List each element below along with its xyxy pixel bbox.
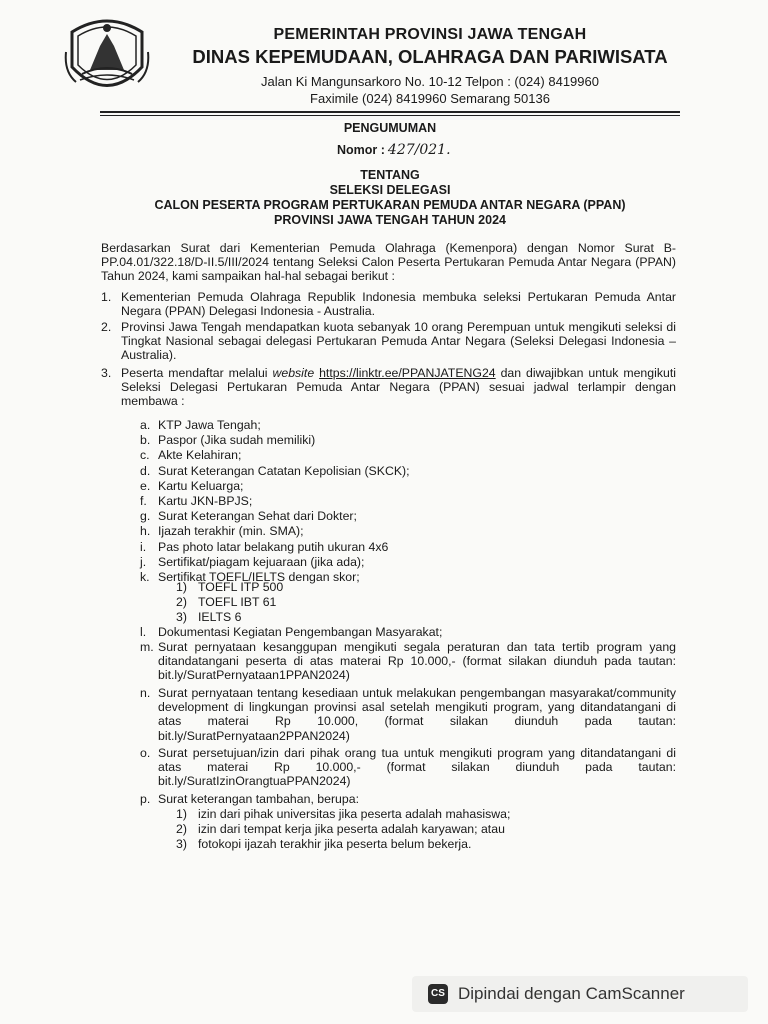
requirement-item: Kartu Keluarga; [158, 478, 244, 493]
score-item: TOEFL IBT 61 [198, 595, 277, 610]
letterhead-government: PEMERINTAH PROVINSI JAWA TENGAH [273, 26, 587, 43]
list-key: e. [140, 478, 151, 493]
list-key: d. [140, 463, 151, 478]
nomor-label: Nomor : [337, 143, 385, 157]
requirement-item: Akte Kelahiran; [158, 448, 242, 463]
point-number: 2. [101, 320, 112, 334]
list-key: 1) [176, 580, 187, 594]
list-key: n. [140, 686, 151, 700]
letterhead-fax: Faximile (024) 8419960 Semarang 50136 [310, 91, 550, 106]
list-key: 2) [176, 822, 187, 837]
point-1: Kementerian Pemuda Olahraga Republik Indonesia membuka seleksi Pertukaran Pemuda Antar Negara (PPAN) Delegasi Indonesia - Australia. [121, 290, 676, 319]
score-item: TOEFL ITP 500 [198, 580, 284, 594]
point-3-lead: Peserta mendaftar melalui [121, 366, 268, 380]
intro-paragraph: Berdasarkan Surat dari Kementerian Pemuda Olahraga (Kemenpora) dengan Nomor Surat B-PP.04.01/322.18/D-II.5/III/2024 tentang Seleksi Calon Peserta Pertukaran Pemuda Antar Negara (PPAN) Tahun 2024, kami sampaikan hal-hal sebagai berikut : [101, 241, 676, 284]
subject-line-2: CALON PESERTA PROGRAM PERTUKARAN PEMUDA ANTAR NEGARA (PPAN) [154, 198, 626, 212]
list-key: l. [140, 625, 147, 639]
score-item: IELTS 6 [198, 610, 242, 625]
list-key: b. [140, 433, 151, 448]
list-key: o. [140, 746, 151, 760]
list-key: c. [140, 448, 150, 463]
letterhead [160, 26, 700, 106]
extra-item: izin dari pihak universitas jika peserta adalah mahasiswa; [198, 807, 511, 821]
list-key: 3) [176, 837, 187, 852]
list-key: f. [140, 494, 147, 508]
list-key: p. [140, 792, 151, 806]
requirement-item: Surat Keterangan Sehat dari Dokter; [158, 509, 357, 524]
list-key: a. [140, 418, 151, 432]
extra-item: izin dari tempat kerja jika peserta adalah karyawan; atau [198, 822, 505, 837]
requirement-item: Surat Keterangan Catatan Kepolisian (SKCK); [158, 463, 410, 478]
requirement-p: Surat keterangan tambahan, berupa: [158, 792, 359, 806]
requirement-m: Surat pernyataan kesanggupan mengikuti segala peraturan dan tata tertib program yang ditandatangani peserta di atas materai Rp 10.000,- (format silakan diunduh pada tautan: bit.ly/SuratPernyataan1PPAN2024) [158, 640, 676, 683]
subject-line-1: SELEKSI DELEGASI [329, 183, 451, 197]
requirement-item: Paspor (Jika sudah memiliki) [158, 433, 316, 448]
point-3-rest: dan diwajibkan untuk mengikuti Seleksi Delegasi Pertukaran Pemuda Antar Negara (PPAN) sesuai jadwal terlampir dengan membawa : [121, 366, 676, 409]
list-key: j. [140, 554, 147, 569]
point-number: 1. [101, 290, 112, 304]
list-key: g. [140, 509, 151, 524]
camscanner-icon: CS [428, 984, 448, 1004]
announcement-number [337, 142, 451, 158]
list-key: 2) [176, 595, 187, 610]
requirement-n: Surat pernyataan tentang kesediaan untuk melakukan pengembangan masyarakat/community development di lingkungan provinsi asal setelah mengikuti program, yang ditandatangani di atas materai Rp 10.000, (format silakan diunduh pada tautan: bit.ly/SuratPernyataan2PPAN2024) [158, 686, 676, 743]
camscanner-watermark [412, 976, 748, 1012]
requirement-l: Dokumentasi Kegiatan Pengembangan Masyarakat; [158, 625, 443, 639]
list-key: 3) [176, 610, 187, 625]
requirement-item: KTP Jawa Tengah; [158, 418, 261, 432]
point-2: Provinsi Jawa Tengah mendapatkan kuota sebanyak 10 orang Perempuan untuk mengikuti seleksi di Tingkat Nasional sebagai delegasi Pertukaran Pemuda Antar Negara (Seleksi Delegasi Indonesia – Australia). [121, 320, 676, 363]
letterhead-divider-thin [100, 115, 680, 116]
point-number: 3. [101, 366, 112, 380]
about-label: TENTANG [360, 168, 420, 182]
requirement-item: Kartu JKN-BPJS; [158, 494, 253, 508]
camscanner-text: Dipindai dengan CamScanner [458, 984, 685, 1003]
registration-link[interactable]: https://linktr.ee/PPANJATENG24 [319, 366, 496, 380]
list-key: m. [140, 640, 154, 654]
requirement-item: Pas photo latar belakang putih ukuran 4x6 [158, 539, 389, 554]
point-3 [121, 366, 676, 409]
list-key: k. [140, 570, 150, 584]
list-key: i. [140, 539, 147, 554]
subject-line-3: PROVINSI JAWA TENGAH TAHUN 2024 [274, 213, 506, 227]
requirement-item: Sertifikat TOEFL/IELTS dengan skor; [158, 570, 360, 584]
point-3-website-word: website [272, 366, 315, 380]
requirement-item: Sertifikat/piagam kejuaraan (jika ada); [158, 554, 365, 569]
nomor-handwritten-value: 427/021. [387, 142, 451, 158]
list-key: 1) [176, 807, 187, 821]
announcement-title: PENGUMUMAN [343, 121, 437, 135]
letterhead-address: Jalan Ki Mangunsarkoro No. 10-12 Telpon : (024) 8419960 [261, 74, 599, 89]
letterhead-divider [100, 111, 680, 113]
province-emblem-logo [62, 12, 152, 102]
requirement-o: Surat persetujuan/izin dari pihak orang tua untuk mengikuti program yang ditandatangani di atas materai Rp 10.000,- (format silakan diunduh pada tautan: bit.ly/SuratIzinOrangtuaPPAN2024) [158, 746, 676, 789]
requirement-item: Ijazah terakhir (min. SMA); [158, 524, 304, 539]
list-key: h. [140, 524, 151, 539]
extra-item: fotokopi ijazah terakhir jika peserta belum bekerja. [198, 837, 472, 852]
letterhead-agency: DINAS KEPEMUDAAN, OLAHRAGA DAN PARIWISATA [192, 46, 668, 67]
